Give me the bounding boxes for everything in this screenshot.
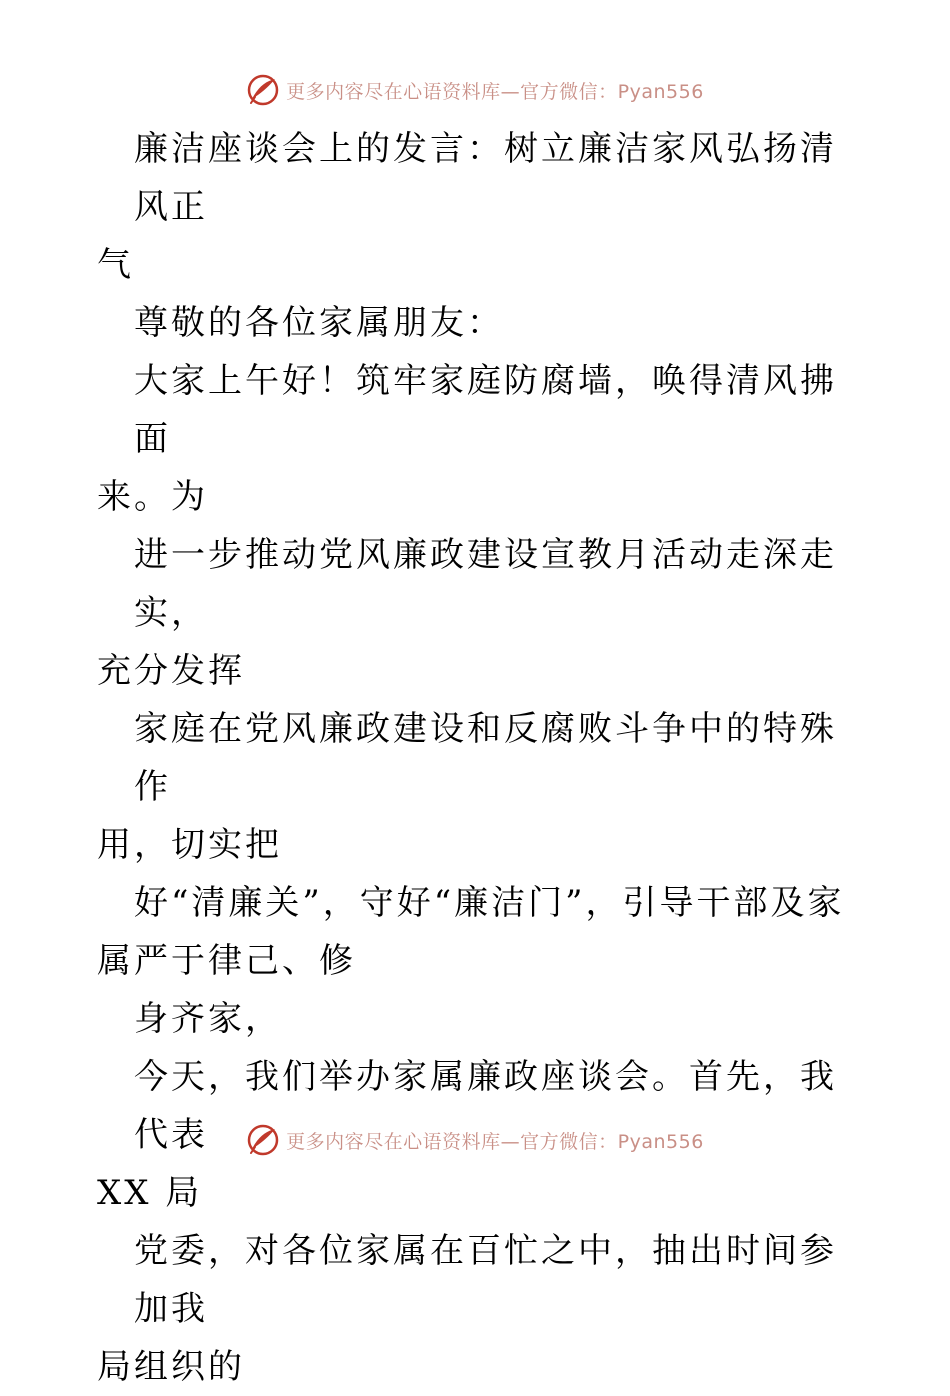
pen-logo-icon	[246, 73, 280, 107]
footer-watermark	[0, 1120, 950, 1160]
header-watermark	[0, 70, 950, 110]
paragraph-line: 大家上午好！筑牢家庭防腐墙，唤得清风拂面	[134, 361, 837, 459]
pen-logo-icon	[246, 1123, 280, 1157]
paragraph-line: XX 局	[97, 1173, 203, 1213]
salutation: 尊敬的各位家属朋友：	[134, 303, 504, 343]
paragraph-line: 身齐家，	[134, 999, 282, 1039]
paragraph-line: 今天，我们举办家属廉政座谈会。首先，我代表	[134, 1057, 837, 1155]
paragraph-line: 属严于律己、修	[97, 941, 356, 981]
paragraph-line: 来。为	[97, 477, 208, 517]
paragraph-line: 家庭在党风廉政建设和反腐败斗争中的特殊作	[134, 709, 837, 807]
paragraph-line: 充分发挥	[97, 651, 245, 691]
paragraph-line: 好“清廉关”，守好“廉洁门”，引导干部及家	[134, 883, 845, 923]
document-body	[97, 120, 857, 1396]
paragraph-line: 局组织的	[97, 1347, 245, 1387]
watermark-text: 更多内容尽在心语资料库—官方微信：Pyan556	[286, 80, 704, 103]
title-line-continued: 气	[97, 245, 134, 285]
paragraph-line: 党委，对各位家属在百忙之中，抽出时间参加我	[134, 1231, 837, 1329]
title-line: 廉洁座谈会上的发言：树立廉洁家风弘扬清风正	[134, 129, 837, 227]
watermark-text: 更多内容尽在心语资料库—官方微信：Pyan556	[286, 1130, 704, 1153]
paragraph-line: 用，切实把	[97, 825, 282, 865]
paragraph-line: 进一步推动党风廉政建设宣教月活动走深走实，	[134, 535, 837, 633]
